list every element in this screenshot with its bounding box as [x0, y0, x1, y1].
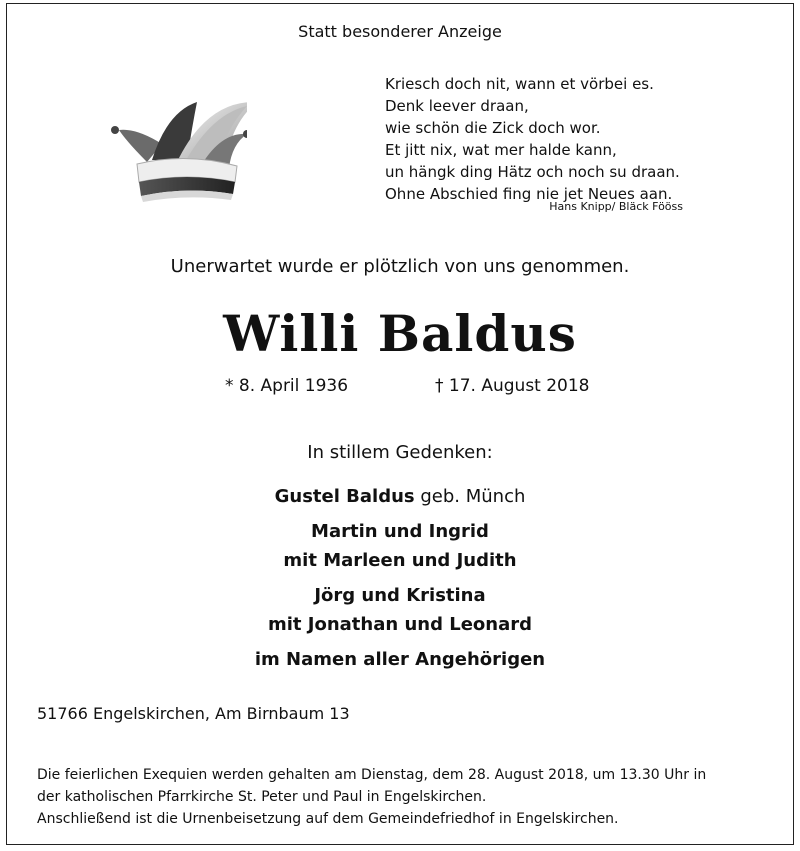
service-line: der katholischen Pfarrkirche St. Peter und Paul in Engelskirchen.	[37, 789, 487, 805]
mourner-line: Jörg und Kristina	[314, 585, 486, 606]
poem-author: Hans Knipp/ Bläck Fööss	[549, 200, 683, 213]
address: 51766 Engelskirchen, Am Birnbaum 13	[37, 704, 350, 723]
service-info	[37, 764, 787, 830]
service-line: Anschließend ist die Urnenbeisetzung auf dem Gemeindefriedhof in Engelskirchen.	[37, 811, 619, 827]
widow-maiden-name: geb. Münch	[420, 486, 526, 507]
mourner-line: Martin und Ingrid	[311, 521, 489, 542]
deceased-name: Willi Baldus	[223, 304, 577, 363]
poem-line: Kriesch doch nit, wann et vörbei es.	[385, 75, 654, 93]
poem-line: wie schön die Zick doch wor.	[385, 119, 601, 137]
mourner-line: mit Marleen und Judith	[283, 550, 517, 571]
intro-text: Unerwartet wurde er plötzlich von uns genommen.	[170, 256, 630, 277]
widow-line	[7, 482, 793, 511]
poem-line: un hängk ding Hätz och noch su draan.	[385, 163, 680, 181]
poem-line: Et jitt nix, wat mer halde kann,	[385, 141, 617, 159]
birth-date: * 8. April 1936	[225, 376, 349, 396]
death-date: † 17. August 2018	[435, 376, 590, 396]
poem-line: Denk leever draan,	[385, 97, 529, 115]
memory-heading: In stillem Gedenken:	[307, 442, 493, 463]
service-line: Die feierlichen Exequien werden gehalten am Dienstag, dem 28. August 2018, um 13.30 Uhr in	[37, 767, 707, 783]
header-notice: Statt besonderer Anzeige	[298, 22, 502, 41]
mourner-line: im Namen aller Angehörigen	[254, 649, 546, 670]
obituary-frame	[6, 3, 794, 845]
widow-name: Gustel Baldus	[274, 486, 415, 507]
mourner-line: mit Jonathan und Leonard	[267, 614, 532, 635]
jester-cap-image	[107, 82, 247, 212]
poem	[385, 73, 680, 205]
mourners-list	[7, 482, 793, 674]
poem-line: Ohne Abschied fing nie jet Neues aan.	[385, 185, 673, 203]
